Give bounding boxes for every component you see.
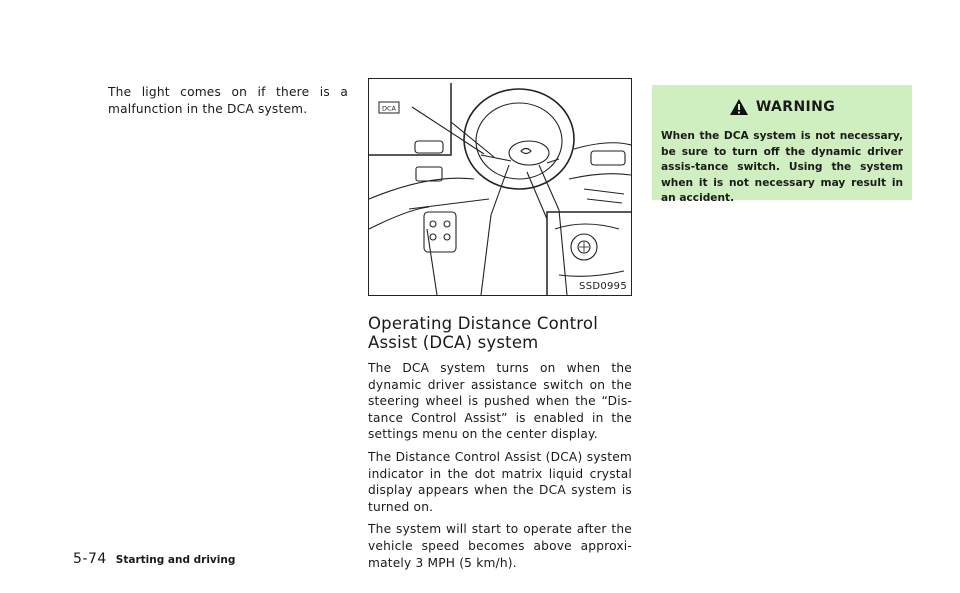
- right-column: [652, 85, 912, 204]
- malfunction-paragraph: The light comes on if there is a malfunction in the DCA system.: [108, 85, 348, 116]
- left-column: [108, 84, 348, 125]
- paragraph-indicator: The Distance Control Assist (DCA) system indicator in the dot matrix liquid crystal display appears when the DCA system is turned on.: [368, 449, 632, 514]
- paragraph-turn-on: The DCA system turns on when the dynamic driver assistance switch on the steering wheel is pushed when the “Dis-tance Control Assist” is enabled in the settings menu on the center display.: [368, 361, 632, 442]
- dashboard-illustration: [368, 78, 632, 296]
- warning-text: When the DCA system is not necessary, be sure to turn off the dynamic driver assis-tance switch. Using the system when it is not necessary may result in an accident.: [661, 130, 903, 204]
- middle-column: [368, 78, 632, 577]
- dashboard-drawing: [369, 79, 631, 295]
- warning-box: [652, 85, 912, 204]
- page-number: 5-74: [73, 551, 107, 567]
- figure-code: SSD0995: [579, 281, 627, 292]
- section-title: Operating Distance Control Assist (DCA) system: [368, 314, 598, 352]
- warning-triangle-icon: [729, 98, 749, 116]
- warning-title: WARNING: [755, 99, 836, 115]
- paragraph-operation: The system will start to operate after the vehicle speed becomes above approxi-mately 3 MPH (5 km/h).: [368, 522, 632, 570]
- footer-section-name: Starting and driving: [115, 554, 236, 566]
- dca-indicator-label: DCA: [382, 104, 396, 113]
- page-footer: [73, 551, 235, 567]
- warning-header: [652, 85, 912, 116]
